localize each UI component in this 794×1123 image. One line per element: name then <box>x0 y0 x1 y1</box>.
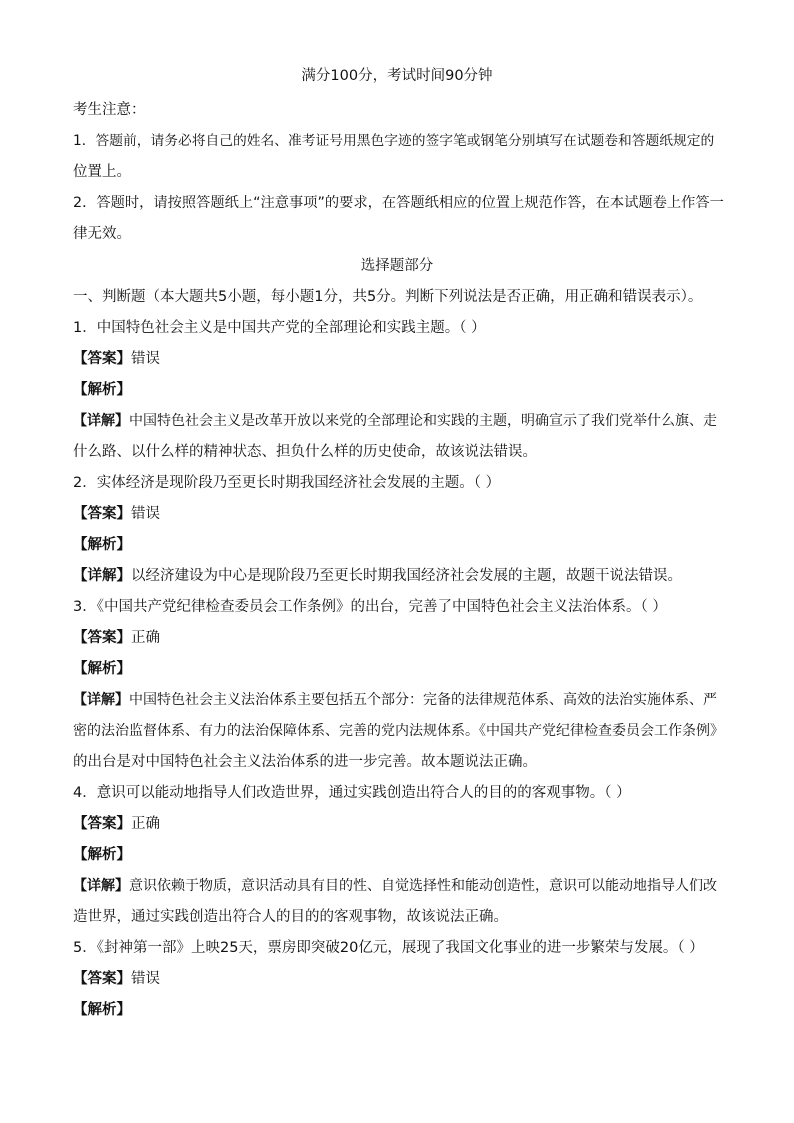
question-3-analysis-label: 【解析】 <box>73 661 131 677</box>
question-3-detail-line-1 <box>73 690 723 710</box>
question-2-analysis-label: 【解析】 <box>73 537 131 553</box>
question-4-answer <box>73 814 723 834</box>
question-3-detail-line-3: 的出台是对中国特色社会主义法治体系的进一步完善。故本题说法正确。 <box>73 754 537 770</box>
question-1-stem: 1．中国特色社会主义是中国共产党的全部理论和实践主题。（ ） <box>73 320 486 336</box>
detail-label: 【详解】 <box>73 692 129 708</box>
question-4-detail-line-2: 造世界，通过实践创造出符合人的目的的客观事物，故该说法正确。 <box>73 909 508 925</box>
question-4-detail-line-1 <box>73 876 723 896</box>
answer-value: 正确 <box>131 816 160 832</box>
question-2-stem: 2．实体经济是现阶段乃至更长时期我国经济社会发展的主题。（ ） <box>73 475 501 491</box>
answer-label: 【答案】 <box>73 971 131 987</box>
section-title: 选择题部分 <box>360 258 434 274</box>
detail-text: 中国特色社会主义法治体系主要包括五个部分：完备的法律规范体系、高效的法治实施体系、严 <box>129 692 717 708</box>
detail-text: 中国特色社会主义是改革开放以来党的全部理论和实践的主题，明确宣示了我们党举什么旗、走 <box>129 413 717 429</box>
answer-label: 【答案】 <box>73 630 131 646</box>
detail-text: 意识依赖于物质，意识活动具有目的性、自觉选择性和能动创造性，意识可以能动地指导人们改 <box>129 878 717 894</box>
section-instruction: 一、判断题（本大题共5小题，每小题1分，共5分。判断下列说法是否正确，用正确和错误表示）。 <box>73 289 703 305</box>
question-2-answer <box>73 504 723 524</box>
notice-title: 考生注意： <box>73 102 146 118</box>
question-3-detail-line-2: 密的法治监督体系、有力的法治保障体系、完善的党内法规体系。《中国共产党纪律检查委员会工作条例》 <box>73 723 724 739</box>
question-3-stem: 3．《中国共产党纪律检查委员会工作条例》的出台，完善了中国特色社会主义法治体系。（ ） <box>73 599 667 615</box>
question-5-analysis-label: 【解析】 <box>73 1002 131 1018</box>
detail-text: 以经济建设为中心是现阶段乃至更长时期我国经济社会发展的主题，故题干说法错误。 <box>131 568 682 584</box>
question-2-detail-line-1 <box>73 566 723 586</box>
exam-info: 满分100分，考试时间90分钟 <box>301 68 493 84</box>
notice-item-1-line-2: 位置上。 <box>73 164 131 180</box>
question-5-stem: 5．《封神第一部》上映25天，票房即突破20亿元，展现了我国文化事业的进一步繁荣与发展。（ ） <box>73 940 704 956</box>
notice-item-2-line-1: 2．答题时，请按照答题纸上“注意事项”的要求，在答题纸相应的位置上规范作答，在本试题卷上作答一 <box>73 195 724 211</box>
question-1-detail-line-2: 什么路、以什么样的精神状态、担负什么样的历史使命，故该说法错误。 <box>73 444 537 460</box>
answer-value: 错误 <box>131 506 160 522</box>
detail-label: 【详解】 <box>73 413 129 429</box>
answer-label: 【答案】 <box>73 506 131 522</box>
question-1-analysis-label: 【解析】 <box>73 382 131 398</box>
detail-label: 【详解】 <box>73 568 131 584</box>
answer-value: 错误 <box>131 971 160 987</box>
answer-label: 【答案】 <box>73 351 131 367</box>
question-4-stem: 4．意识可以能动地指导人们改造世界，通过实践创造出符合人的目的的客观事物。（ ） <box>73 785 631 801</box>
question-1-detail-line-1 <box>73 411 723 431</box>
question-3-answer <box>73 628 723 648</box>
question-5-answer <box>73 969 723 989</box>
notice-item-2-line-2: 律无效。 <box>73 226 131 242</box>
answer-label: 【答案】 <box>73 816 131 832</box>
notice-item-1-line-1: 1．答题前，请务必将自己的姓名、准考证号用黑色字迹的签字笔或钢笔分别填写在试题卷和答题纸规定的 <box>73 133 715 149</box>
question-4-analysis-label: 【解析】 <box>73 847 131 863</box>
question-1-answer <box>73 349 723 369</box>
detail-label: 【详解】 <box>73 878 129 894</box>
answer-value: 正确 <box>131 630 160 646</box>
answer-value: 错误 <box>131 351 160 367</box>
